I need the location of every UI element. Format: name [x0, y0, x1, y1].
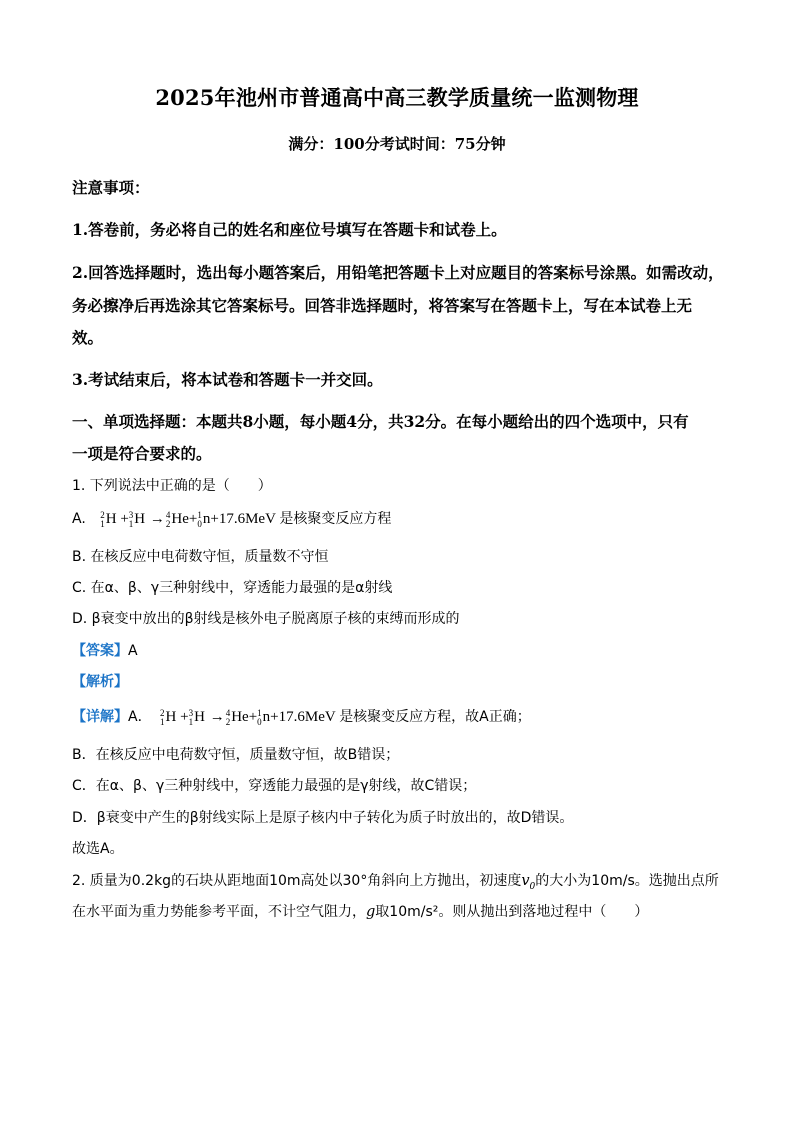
detail-d: D．β衰变中产生的β射线实际上是原子核内中子转化为质子时放出的，故D错误。	[72, 810, 574, 826]
detail-a: 【详解】A． 2 1 H + 3 1 H → 4 2 He+ 1 0 n+17.6MeV 是核聚变反应方程，故A正确；	[72, 707, 531, 727]
question-1-option-a	[72, 508, 391, 529]
v0-symbol: $v_0$	[521, 873, 536, 892]
answer-line	[72, 640, 138, 660]
fusion-equation: 2 1 H + 3 1 H → 4 2 He+ 1 0 n+17.6MeV	[100, 509, 276, 529]
note-item-2-line-2: 务必擦净后再选涂其它答案标号。回答非选择题时，将答案写在答题卡上，写在本试卷上无	[72, 296, 693, 315]
option-a-text: 是核聚变反应方程	[279, 511, 392, 527]
section-heading-line-2: 一项是符合要求的。	[72, 444, 212, 463]
question-2-line-1: 2. 质量为0.2kg的石块从距地面10m高处以30°角斜向上方抛出，初速度$v_0$的大小为10m/s。选抛出点所	[72, 873, 719, 892]
question-1-option-c: C. 在α、β、γ三种射线中，穿透能力最强的是α射线	[72, 580, 393, 596]
note-item-3: 3.考试结束后，将本试卷和答题卡一并交回。	[72, 370, 383, 389]
question-1-option-d: D. β衰变中放出的β射线是核外电子脱离原子核的束缚而形成的	[72, 611, 460, 627]
detail-tag: 【详解】	[72, 709, 128, 725]
isotope-numbers: 2 1	[100, 509, 105, 529]
detail-b: B．在核反应中电荷数守恒，质量数守恒，故B错误；	[72, 747, 400, 763]
arrow-icon: →	[209, 709, 225, 725]
note-item-2-line-3: 效。	[72, 328, 104, 347]
fusion-equation-detail: 2 1 H + 3 1 H → 4 2 He+ 1 0 n+17.6MeV	[160, 707, 336, 727]
question-2-line-2: 在水平面为重力势能参考平面，不计空气阻力，g取10m/s²。则从抛出到落地过程中（ ）	[72, 904, 649, 920]
section-heading-line-1: 一、单项选择题：本题共8小题，每小题4分，共32分。在每小题给出的四个选项中，只有	[72, 412, 689, 431]
note-item-2-line-1: 2.回答选择题时，选出每小题答案后，用铅笔把答题卡上对应题目的答案标号涂黑。如需改动，	[72, 263, 724, 282]
question-1-stem: 1. 下列说法中正确的是（ ）	[72, 478, 272, 494]
analysis-tag: 【解析】	[72, 674, 128, 690]
g-symbol: g	[366, 904, 376, 920]
exam-info: 满分：100分考试时间：75分钟	[288, 135, 506, 153]
question-1-option-b: B. 在核反应中电荷数守恒，质量数不守恒	[72, 549, 329, 565]
page-title: 2025年池州市普通高中高三教学质量统一监测物理	[155, 85, 639, 110]
option-a-label: A.	[72, 511, 86, 527]
conclusion: 故选A。	[72, 841, 124, 857]
notes-heading: 注意事项：	[72, 178, 150, 197]
answer-tag: 【答案】	[72, 643, 128, 659]
note-item-1: 1.答卷前，务必将自己的姓名和座位号填写在答题卡和试卷上。	[72, 220, 507, 239]
arrow-icon: →	[149, 511, 165, 527]
detail-c: C．在α、β、γ三种射线中，穿透能力最强的是γ射线，故C错误；	[72, 778, 477, 794]
answer-value: A	[128, 643, 138, 659]
